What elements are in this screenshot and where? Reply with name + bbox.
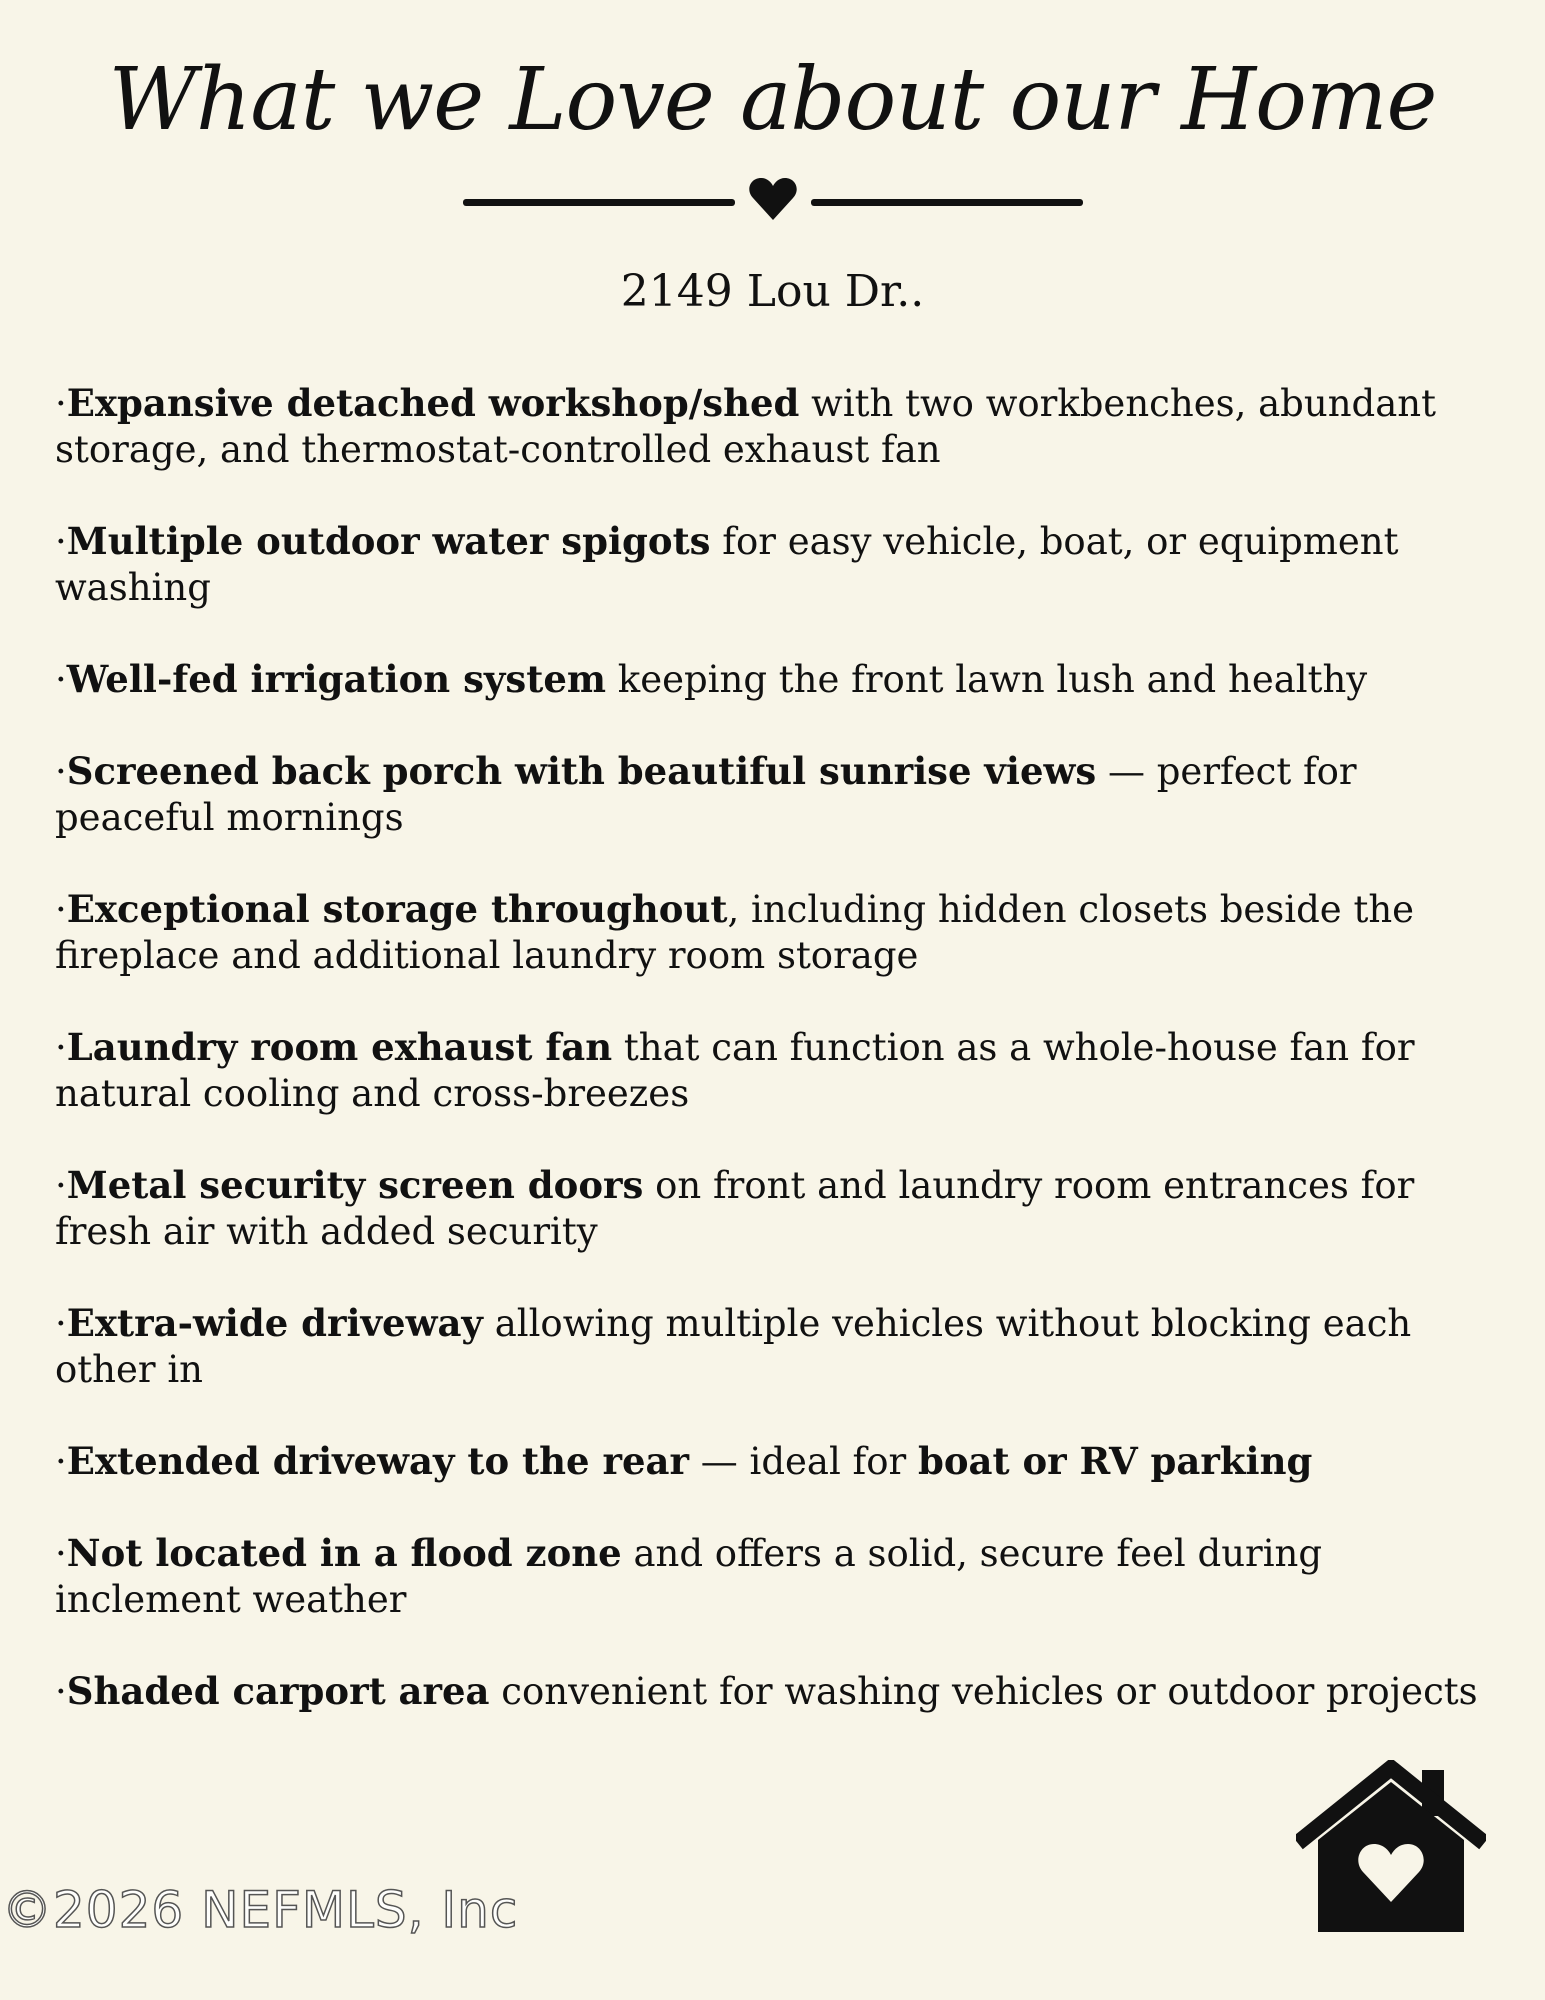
feature-item <box>55 656 1495 703</box>
heart-icon <box>749 178 796 220</box>
bullet: · <box>55 1440 67 1483</box>
feature-description: , including hidden closets beside the fireplace and additional laundry room storage <box>55 888 1415 977</box>
feature-highlight: Exceptional storage throughout <box>66 887 728 931</box>
feature-item <box>55 1300 1495 1393</box>
bullet: · <box>55 750 67 793</box>
feature-list <box>55 380 1495 1760</box>
page-title: What we Love about our Home <box>108 50 1437 150</box>
feature-highlight: Extended driveway to the rear <box>66 1439 689 1483</box>
feature-description: — perfect for peaceful mornings <box>55 750 1357 839</box>
bullet: · <box>55 1164 67 1207</box>
property-address: 2149 Lou Dr.. <box>620 266 925 317</box>
bullet: · <box>55 1532 67 1575</box>
feature-item <box>55 1668 1495 1715</box>
bullet: · <box>55 888 67 931</box>
feature-highlight: Not located in a flood zone <box>66 1531 622 1575</box>
bullet: · <box>55 1026 67 1069</box>
feature-highlight: Screened back porch with beautiful sunrise views <box>66 749 1097 793</box>
feature-highlight: Multiple outdoor water spigots <box>66 519 711 563</box>
feature-item <box>55 518 1495 611</box>
feature-description: that can function as a whole-house fan for natural cooling and cross-breezes <box>55 1026 1415 1115</box>
feature-description: on front and laundry room entrances for fresh air with added security <box>55 1164 1415 1253</box>
feature-highlight: Shaded carport area <box>66 1669 490 1713</box>
feature-description: and offers a solid, secure feel during inclement weather <box>55 1532 1323 1621</box>
feature-highlight: Well-fed irrigation system <box>66 657 607 701</box>
feature-item <box>55 886 1495 979</box>
feature-description: keeping the front lawn lush and healthy <box>606 658 1368 701</box>
feature-highlight: Extra-wide driveway <box>66 1301 483 1345</box>
feature-description: with two workbenches, abundant storage, and thermostat-controlled exhaust fan <box>55 382 1436 471</box>
feature-item <box>55 1162 1495 1255</box>
feature-item <box>55 1024 1495 1117</box>
feature-description: — ideal for <box>688 1440 918 1483</box>
feature-description: for easy vehicle, boat, or equipment washing <box>55 520 1399 609</box>
feature-description: convenient for washing vehicles or outdoor projects <box>489 1670 1478 1713</box>
bullet: · <box>55 520 67 563</box>
house-heart-icon <box>1296 1760 1486 1935</box>
feature-highlight: Expansive detached workshop/shed <box>66 381 800 425</box>
copyright-watermark: ©2026 NEFMLS, Inc <box>2 1881 519 1939</box>
bullet: · <box>55 658 67 701</box>
bullet: · <box>55 1302 67 1345</box>
feature-item <box>55 1438 1495 1485</box>
bullet: · <box>55 382 67 425</box>
heart-divider <box>463 178 1083 226</box>
feature-highlight-secondary: boat or RV parking <box>917 1439 1313 1483</box>
feature-item <box>55 380 1495 473</box>
feature-item <box>55 1530 1495 1623</box>
feature-description: allowing multiple vehicles without blocking each other in <box>55 1302 1412 1391</box>
feature-highlight: Laundry room exhaust fan <box>66 1025 613 1069</box>
bullet: · <box>55 1670 67 1713</box>
feature-item <box>55 748 1495 841</box>
feature-highlight: Metal security screen doors <box>66 1163 644 1207</box>
